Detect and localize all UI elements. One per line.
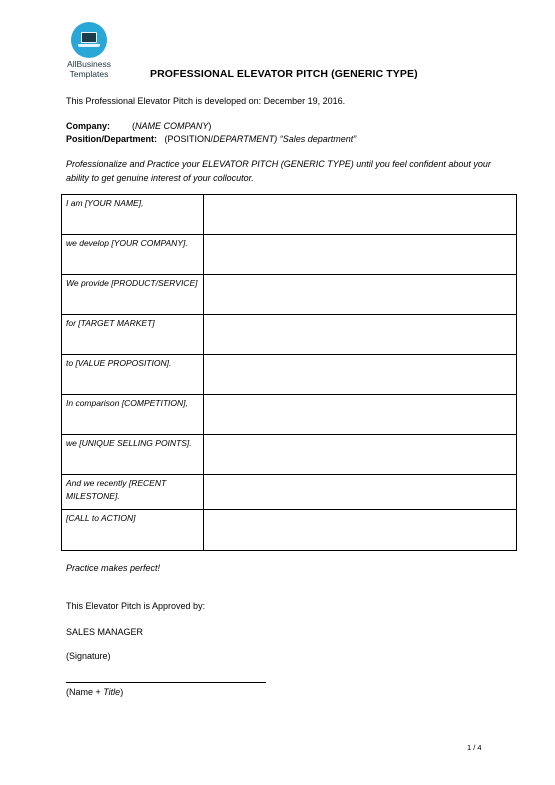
table-row [62, 235, 517, 275]
pitch-answer-cell[interactable] [204, 510, 517, 551]
signature-label: (Signature) [66, 651, 111, 661]
table-row [62, 355, 517, 395]
pitch-prompt: to [VALUE PROPOSITION]. [62, 355, 204, 395]
position-open: (POSITION/ [164, 134, 214, 144]
pitch-prompt: In comparison [COMPETITION], [62, 395, 204, 435]
pitch-answer-cell[interactable] [204, 275, 517, 315]
company-line [66, 121, 211, 131]
pitch-answer-cell[interactable] [204, 195, 517, 235]
pitch-prompt: for [TARGET MARKET] [62, 315, 204, 355]
position-label: Position/Department: [66, 134, 158, 144]
logo [61, 22, 117, 79]
table-row [62, 475, 517, 510]
company-close: ) [208, 121, 212, 131]
signature-line [66, 682, 266, 683]
practice-text: Practice makes perfect! [66, 563, 161, 573]
pitch-prompt: we [UNIQUE SELLING POINTS]. [62, 435, 204, 475]
table-row [62, 195, 517, 235]
document-title: PROFESSIONAL ELEVATOR PITCH (GENERIC TYPE) [150, 68, 418, 80]
pitch-prompt: We provide [PRODUCT/SERVICE] [62, 275, 204, 315]
table-row [62, 435, 517, 475]
instructions: Professionalize and Practice your ELEVATOR PITCH (GENERIC TYPE) until you feel confident about your ability to get genuine interest of your collocutor. [66, 159, 491, 183]
pitch-answer-cell[interactable] [204, 355, 517, 395]
table-row [62, 315, 517, 355]
pitch-answer-cell[interactable] [204, 315, 517, 355]
name-title-open: (Name + [66, 687, 104, 697]
pitch-table [61, 194, 517, 551]
position-value: DEPARTMENT) “Sales department” [213, 134, 357, 144]
name-title-close: ) [120, 687, 124, 697]
position-line [66, 134, 356, 144]
pitch-prompt: [CALL to ACTION] [62, 510, 204, 551]
table-row [62, 395, 517, 435]
table-row [62, 275, 517, 315]
pitch-answer-cell[interactable] [204, 475, 517, 510]
logo-text [61, 59, 117, 79]
pitch-prompt: And we recently [RECENT MILESTONE]. [62, 475, 204, 510]
pitch-answer-cell[interactable] [204, 235, 517, 275]
logo-line2: Templates [69, 69, 109, 79]
pitch-answer-cell[interactable] [204, 435, 517, 475]
page-number: 1 / 4 [467, 743, 482, 752]
laptop-icon [71, 22, 107, 58]
pitch-prompt: we develop [YOUR COMPANY]. [62, 235, 204, 275]
sales-manager: SALES MANAGER [66, 627, 144, 637]
company-label: Company: [66, 121, 111, 131]
name-title-italic: Title [103, 687, 121, 697]
pitch-prompt: I am [YOUR NAME], [62, 195, 204, 235]
logo-line1: AllBusiness [67, 59, 111, 69]
company-value: NAME COMPANY [135, 121, 209, 131]
pitch-answer-cell[interactable] [204, 395, 517, 435]
approved-by: This Elevator Pitch is Approved by: [66, 601, 206, 611]
company-open: ( [132, 121, 135, 131]
intro-text: This Professional Elevator Pitch is developed on: December 19, 2016. [66, 96, 346, 106]
table-row [62, 510, 517, 551]
name-title [66, 687, 123, 697]
